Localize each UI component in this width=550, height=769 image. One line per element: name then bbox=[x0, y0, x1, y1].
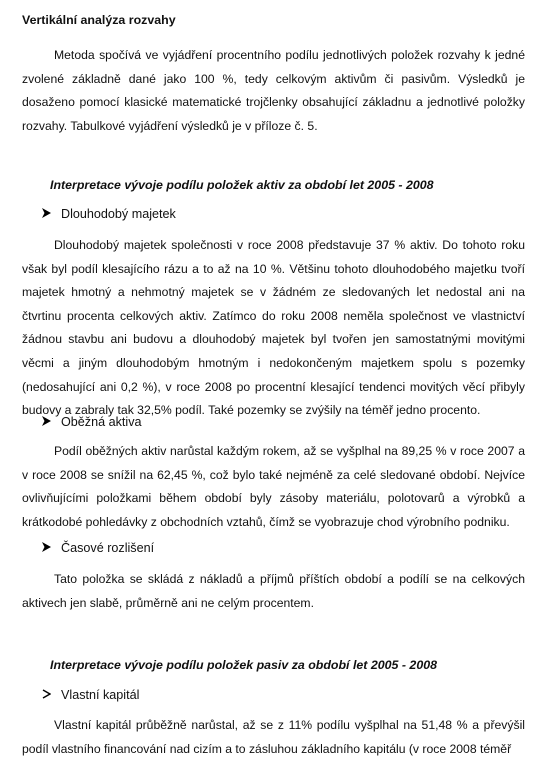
long-term-assets-paragraph: Dlouhodobý majetek společnosti v roce 2008 představuje 37 % aktiv. Do tohoto roku však byl podíl klesajícího rázu a to až na 10 %. Většinu tohoto dlouhodobého majetku tvoří majetek hmotný a nehmotný majetek se v žádném ze sledovaných let nedostal ani na čtvrtinu procenta celkových aktiv. Zatímco do roku 2008 neměla společnost ve vlastnictví žádnou stavbu ani budovu a dlouhodobý majetek byl tvořen jen samostatnými movitými věcmi a jiným dlouhodobým hmotným i nedokončeným majetkem spolu s pozemky (nedosahující ani 0,2 %), v roce 2008 po procentní klesající tendenci movitých věcí přibyly budovy a zabraly tak 32,5% podíl. Také pozemky se zvýšily na téměř jedno procento. bbox=[22, 238, 525, 418]
current-assets-paragraph: Podíl oběžných aktiv narůstal každým rokem, až se vyšplhal na 89,25 % v roce 2007 a v roce 2008 se snížil na 62,45 %, což bylo také nejméně za celé sledované období. Nejvíce ovlivňujícími položkami během období byly zásoby materiálu, polotovarů a výrobků a krátkodobé pohledávky z obchodních vztahů, čímž se vyobrazuje chod výrobního podniku. bbox=[22, 444, 525, 529]
bullet-label: Dlouhodobý majetek bbox=[61, 207, 176, 221]
liabilities-heading: Interpretace vývoje podílu položek pasiv za období let 2005 - 2008 bbox=[50, 658, 437, 672]
triangle-right-icon bbox=[42, 416, 53, 429]
bullet-label: Časové rozlišení bbox=[61, 541, 155, 555]
bullet-current-assets bbox=[42, 415, 142, 429]
arrowhead-right-icon bbox=[42, 689, 53, 702]
section-title: Vertikální analýza rozvahy bbox=[22, 13, 176, 27]
assets-heading: Interpretace vývoje podílu položek aktiv za období let 2005 - 2008 bbox=[50, 178, 434, 192]
bullet-accruals bbox=[42, 541, 154, 555]
triangle-right-icon bbox=[42, 542, 53, 555]
equity-paragraph: Vlastní kapitál průběžně narůstal, až se z 11% podílu vyšplhal na 51,48 % a převýšil podíl vlastního financování nad cizím a to zásluhou základního kapitálu (v roce 2008 téměř bbox=[22, 718, 525, 756]
bullet-label: Oběžná aktiva bbox=[61, 415, 142, 429]
triangle-right-icon bbox=[42, 208, 53, 221]
bullet-long-term-assets bbox=[42, 207, 176, 221]
accruals-paragraph: Tato položka se skládá z nákladů a příjmů příštích období a podílí se na celkových aktivech jen slabě, průměrně ani ne celým procentem. bbox=[22, 572, 525, 610]
bullet-equity bbox=[42, 688, 139, 702]
bullet-label: Vlastní kapitál bbox=[61, 688, 140, 702]
intro-paragraph: Metoda spočívá ve vyjádření procentního podílu jednotlivých položek rozvahy k jedné zvolené základně dané jako 100 %, tedy celkovým aktivům či pasivům. Výsledků je dosaženo pomocí klasické matematické trojčlenky obsahující základnu a jednotlivé položky rozvahy. Tabulkové vyjádření výsledků je v příloze č. 5. bbox=[22, 48, 525, 133]
